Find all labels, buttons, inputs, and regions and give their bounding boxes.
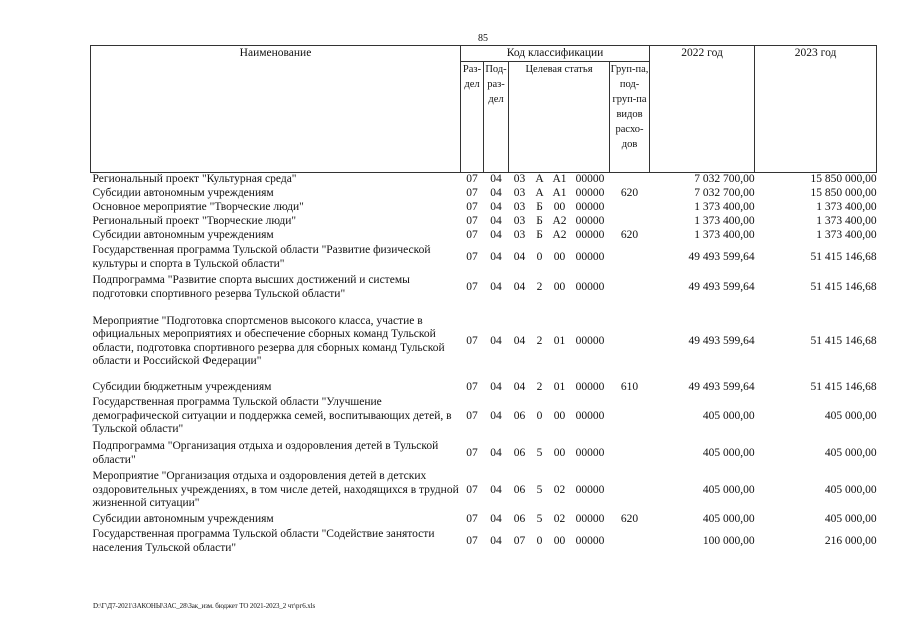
header-classification-code: Код классификации: [461, 46, 650, 62]
row-subsection: 04: [490, 201, 502, 213]
row-amount-2023: 405 000,00: [824, 447, 877, 459]
row-amount-2022: 1 373 400,00: [694, 229, 755, 241]
row-event-code: 02: [553, 484, 566, 496]
row-name: Субсидии автономным учреждениям: [92, 512, 274, 525]
row-subprogram-code: 2: [536, 281, 543, 293]
row-section: 07: [466, 251, 478, 263]
row-amount-2023: 216 000,00: [824, 535, 877, 547]
row-subsection: 04: [490, 173, 502, 186]
row-amount-2022: 7 032 700,00: [694, 187, 755, 199]
row-section: 07: [466, 173, 478, 186]
table-body: [91, 173, 877, 557]
row-amount-2022: 100 000,00: [702, 535, 755, 547]
row-subprogram-code: А: [535, 173, 544, 186]
row-amount-2022: 49 493 599,64: [688, 251, 755, 263]
row-subsection: 04: [490, 484, 502, 496]
row-name: Мероприятие "Организация отдыха и оздоровления детей в детских оздоровительных учреждениях, в том числе детей, находящихся в трудной жизненной ситуации": [92, 470, 459, 510]
table-row: [91, 229, 877, 243]
row-direction-code: 00000: [575, 187, 605, 199]
row-amount-2022: 1 373 400,00: [694, 215, 755, 227]
row-event-code: 02: [553, 513, 566, 525]
table-row: [91, 527, 877, 557]
row-subprogram-code: 0: [536, 251, 543, 263]
row-section: 07: [466, 335, 478, 347]
row-subsection: 04: [490, 535, 502, 547]
row-event-code: 01: [553, 335, 566, 347]
row-name: Подпрограмма "Развитие спорта высших достижений и системы подготовки спортивного резерва Тульской области": [92, 274, 410, 300]
row-amount-2023: 1 373 400,00: [816, 215, 877, 227]
row-amount-2022: 1 373 400,00: [694, 201, 755, 213]
row-event-code: 00: [553, 535, 566, 547]
row-program-code: 03: [513, 215, 526, 227]
row-expense-group: 610: [620, 381, 639, 393]
row-program-code: 03: [513, 229, 526, 241]
row-subprogram-code: 0: [536, 410, 543, 422]
row-subprogram-code: А: [535, 187, 544, 199]
row-subsection: 04: [490, 187, 502, 199]
row-direction-code: 00000: [575, 447, 605, 459]
row-direction-code: 00000: [575, 535, 605, 547]
row-program-code: 03: [513, 187, 526, 199]
row-name: Государственная программа Тульской области "Содействие занятости населения Тульской области": [92, 528, 435, 554]
table-row: [91, 243, 877, 273]
row-subprogram-code: 5: [536, 447, 543, 459]
header-year-2023: 2023 год: [755, 46, 877, 173]
row-event-code: 01: [553, 381, 566, 393]
row-amount-2022: 405 000,00: [702, 410, 755, 422]
row-name: Субсидии автономным учреждениям: [92, 228, 274, 241]
row-program-code: 04: [513, 251, 526, 263]
row-expense-group: [610, 303, 650, 381]
row-name: Региональный проект "Творческие люди": [92, 214, 297, 227]
table-row: [91, 273, 877, 303]
row-name: Субсидии бюджетным учреждениям: [92, 380, 272, 393]
row-expense-group: 620: [620, 229, 639, 241]
row-expense-group: [610, 243, 650, 273]
row-direction-code: 00000: [575, 410, 605, 422]
row-event-code: 00: [553, 447, 566, 459]
row-amount-2023: 51 415 146,68: [810, 381, 877, 393]
table-row: [91, 215, 877, 229]
row-section: 07: [466, 215, 478, 227]
footer-file-path: D:\Г\Д7-2021\ЗАКОНЫ\ЗАС_28\Зак_изм. бюджет ТО 2021-2023_2 чт\рг6.xls: [93, 602, 316, 610]
row-amount-2022: 405 000,00: [702, 447, 755, 459]
row-amount-2023: 51 415 146,68: [810, 251, 877, 263]
row-subsection: 04: [490, 215, 502, 227]
row-section: 07: [466, 187, 478, 199]
row-program-code: 06: [513, 447, 526, 459]
row-program-code: 04: [513, 381, 526, 393]
row-subsection: 04: [490, 229, 502, 241]
row-section: 07: [466, 229, 478, 241]
row-subprogram-code: 5: [536, 513, 543, 525]
row-event-code: А2: [552, 215, 567, 227]
row-expense-group: [610, 201, 650, 215]
table-row: [91, 513, 877, 527]
row-direction-code: 00000: [575, 513, 605, 525]
row-section: 07: [466, 201, 478, 213]
row-expense-group: [610, 469, 650, 513]
table-row: [91, 381, 877, 395]
header-expense-group: Груп-па, под-груп-па видов расхо-дов: [610, 62, 650, 173]
row-amount-2023: 51 415 146,68: [810, 335, 877, 347]
budget-table: [90, 45, 877, 557]
row-program-code: 06: [513, 410, 526, 422]
row-subsection: 04: [490, 335, 502, 347]
row-subsection: 04: [490, 281, 502, 293]
row-direction-code: 00000: [575, 484, 605, 496]
row-program-code: 03: [513, 173, 526, 186]
table-row: [91, 395, 877, 439]
table-row: [91, 173, 877, 187]
row-event-code: 00: [553, 281, 566, 293]
row-subprogram-code: Б: [536, 215, 543, 227]
row-event-code: А1: [552, 173, 567, 186]
row-amount-2023: 51 415 146,68: [810, 281, 877, 293]
row-subprogram-code: 2: [536, 335, 543, 347]
row-subsection: 04: [490, 410, 502, 422]
row-amount-2023: 15 850 000,00: [810, 173, 877, 186]
table-row: [91, 187, 877, 201]
row-subprogram-code: Б: [536, 201, 543, 213]
row-section: 07: [466, 410, 478, 422]
row-name: Подпрограмма "Организация отдыха и оздоровления детей в Тульской области": [92, 440, 439, 466]
table-row: [91, 201, 877, 215]
row-name: Субсидии автономным учреждениям: [92, 186, 274, 199]
row-name: Основное мероприятие "Творческие люди": [92, 200, 304, 213]
row-subprogram-code: Б: [536, 229, 543, 241]
header-year-2022: 2022 год: [650, 46, 755, 173]
row-subprogram-code: 0: [536, 535, 543, 547]
header-name: Наименование: [91, 46, 461, 173]
row-expense-group: [610, 439, 650, 469]
row-section: 07: [466, 513, 478, 525]
row-expense-group: 620: [620, 187, 639, 199]
row-expense-group: [610, 527, 650, 557]
row-section: 07: [466, 281, 478, 293]
row-section: 07: [466, 381, 478, 393]
row-amount-2022: 405 000,00: [702, 513, 755, 525]
header-section: Раз-дел: [461, 62, 484, 173]
row-event-code: А2: [552, 229, 567, 241]
row-expense-group: 620: [620, 513, 639, 525]
row-amount-2022: 405 000,00: [702, 484, 755, 496]
row-subprogram-code: 5: [536, 484, 543, 496]
row-direction-code: 00000: [575, 281, 605, 293]
row-section: 07: [466, 484, 478, 496]
row-amount-2023: 1 373 400,00: [816, 201, 877, 213]
row-name: Государственная программа Тульской области "Развитие физической культуры и спорта в Тульской области": [92, 244, 431, 270]
row-program-code: 06: [513, 484, 526, 496]
row-subsection: 04: [490, 513, 502, 525]
row-amount-2022: 49 493 599,64: [688, 335, 755, 347]
row-section: 07: [466, 447, 478, 459]
row-event-code: 00: [553, 251, 566, 263]
row-direction-code: 00000: [575, 335, 605, 347]
header-target-article: Целевая статья: [509, 62, 610, 173]
row-subsection: 04: [490, 251, 502, 263]
row-event-code: 00: [553, 410, 566, 422]
row-direction-code: 00000: [575, 381, 605, 393]
row-amount-2023: 1 373 400,00: [816, 229, 877, 241]
row-event-code: 00: [553, 201, 566, 213]
row-direction-code: 00000: [575, 251, 605, 263]
row-program-code: 04: [513, 281, 526, 293]
table-row: [91, 469, 877, 513]
row-program-code: 04: [513, 335, 526, 347]
row-program-code: 06: [513, 513, 526, 525]
row-event-code: А1: [552, 187, 567, 199]
header-subsection: Под-раз-дел: [484, 62, 509, 173]
table-header: [91, 46, 877, 173]
row-name: Мероприятие "Подготовка спортсменов высокого класса, участие в официальных мероприятиях и обеспечение сборных команд Тульской области, подготовка спортивного резерва для сборных команд Тульской области и Российской Федерации": [92, 314, 445, 367]
row-subprogram-code: 2: [536, 381, 543, 393]
row-amount-2023: 405 000,00: [824, 410, 877, 422]
row-amount-2023: 15 850 000,00: [810, 187, 877, 199]
page-number: 85: [478, 33, 488, 44]
row-program-code: 03: [513, 201, 526, 213]
row-expense-group: [610, 215, 650, 229]
row-subsection: 04: [490, 447, 502, 459]
table-row: [91, 439, 877, 469]
row-program-code: 07: [513, 535, 526, 547]
row-amount-2022: 49 493 599,64: [688, 381, 755, 393]
row-subsection: 04: [490, 381, 502, 393]
row-name: Региональный проект "Культурная среда": [92, 173, 297, 185]
row-name: Государственная программа Тульской области "Улучшение демографической ситуации и поддержка семей, воспитывающих детей, в Тульской области": [92, 396, 452, 436]
row-direction-code: 00000: [575, 215, 605, 227]
row-amount-2023: 405 000,00: [824, 484, 877, 496]
row-direction-code: 00000: [575, 229, 605, 241]
row-expense-group: [610, 273, 650, 303]
row-direction-code: 00000: [575, 173, 605, 186]
row-amount-2022: 49 493 599,64: [688, 281, 755, 293]
row-section: 07: [466, 535, 478, 547]
row-direction-code: 00000: [575, 201, 605, 213]
row-expense-group: [610, 173, 650, 187]
row-amount-2023: 405 000,00: [824, 513, 877, 525]
row-expense-group: [610, 395, 650, 439]
row-amount-2022: 7 032 700,00: [694, 173, 755, 186]
table-row: [91, 303, 877, 381]
